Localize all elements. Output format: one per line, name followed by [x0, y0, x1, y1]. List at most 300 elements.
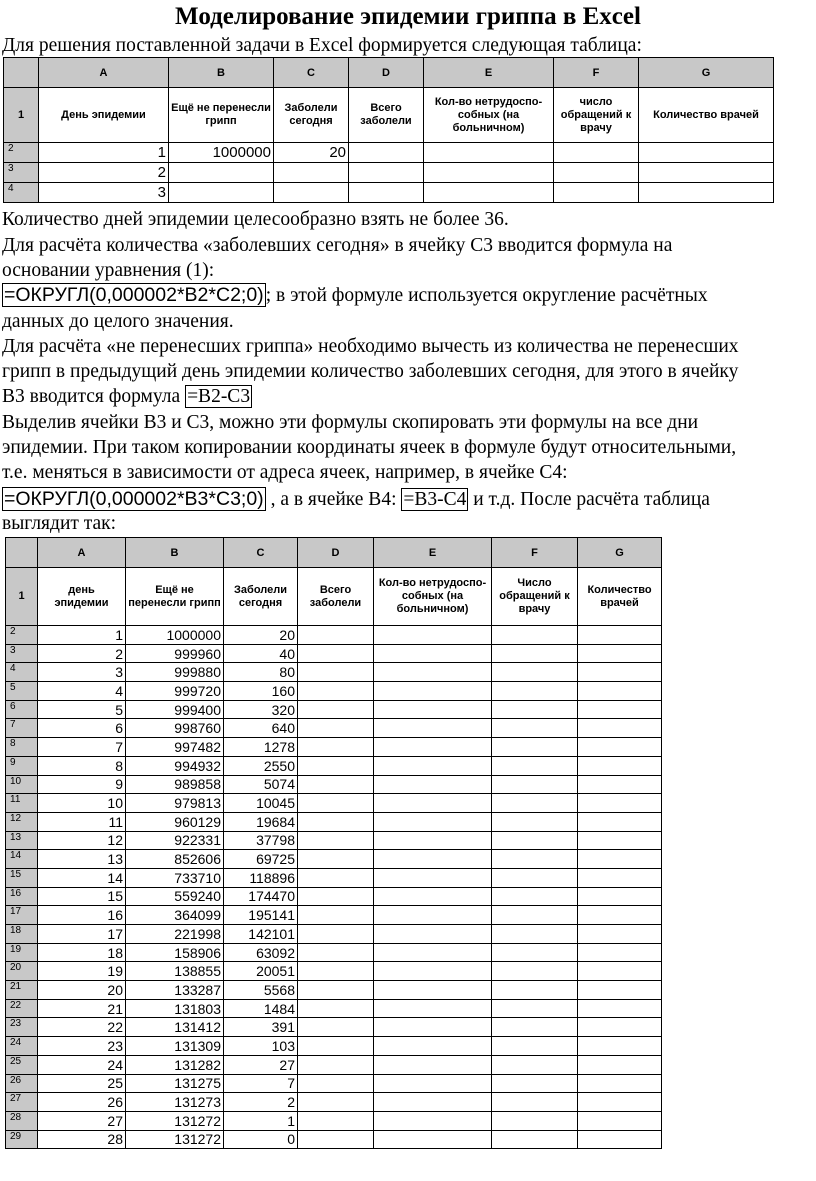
empty-cell[interactable]: [578, 981, 662, 1000]
cell-day[interactable]: 1: [39, 143, 169, 163]
column-header-b[interactable]: B: [169, 58, 274, 88]
cell-day[interactable]: 25: [38, 1074, 126, 1093]
row-number[interactable]: 15: [6, 868, 38, 887]
header-cell[interactable]: Количество врачей: [639, 88, 774, 143]
cell-not-ill[interactable]: 221998: [126, 925, 224, 944]
cell-day[interactable]: 12: [38, 831, 126, 850]
cell-not-ill[interactable]: 733710: [126, 868, 224, 887]
empty-cell[interactable]: [298, 943, 374, 962]
empty-cell[interactable]: [298, 1018, 374, 1037]
empty-cell[interactable]: [374, 850, 492, 869]
empty-cell[interactable]: [578, 831, 662, 850]
empty-cell[interactable]: [374, 738, 492, 757]
header-cell[interactable]: число обращений к врачу: [554, 88, 639, 143]
row-number[interactable]: 19: [6, 943, 38, 962]
table-row: [6, 644, 662, 663]
cell-ill-today[interactable]: [274, 183, 349, 203]
cell-not-ill[interactable]: 158906: [126, 943, 224, 962]
empty-cell[interactable]: [492, 943, 578, 962]
row-number[interactable]: 23: [6, 1018, 38, 1037]
cell-day[interactable]: 2: [39, 163, 169, 183]
cell-not-ill[interactable]: 131803: [126, 999, 224, 1018]
empty-cell[interactable]: [578, 943, 662, 962]
empty-cell[interactable]: [492, 775, 578, 794]
row-number[interactable]: 18: [6, 925, 38, 944]
empty-cell[interactable]: [374, 700, 492, 719]
empty-cell[interactable]: [578, 962, 662, 981]
empty-cell[interactable]: [639, 143, 774, 163]
row-number[interactable]: 4: [4, 183, 39, 203]
cell-not-ill[interactable]: 131273: [126, 1093, 224, 1112]
empty-cell[interactable]: [298, 1055, 374, 1074]
row-number[interactable]: 1: [4, 88, 39, 143]
cell-ill-today[interactable]: 37798: [224, 831, 298, 850]
header-cell[interactable]: Кол-во нетрудоспо-собных (на больничном): [374, 568, 492, 626]
cell-not-ill[interactable]: 979813: [126, 794, 224, 813]
empty-cell[interactable]: [492, 1093, 578, 1112]
empty-cell[interactable]: [374, 1018, 492, 1037]
cell-ill-today[interactable]: 2550: [224, 756, 298, 775]
row-number[interactable]: 7: [6, 719, 38, 738]
column-header-e[interactable]: E: [374, 538, 492, 568]
header-cell[interactable]: день эпидемии: [38, 568, 126, 626]
cell-ill-today[interactable]: 7: [224, 1074, 298, 1093]
empty-cell[interactable]: [578, 756, 662, 775]
header-cell[interactable]: Всего заболели: [349, 88, 424, 143]
empty-cell[interactable]: [578, 812, 662, 831]
empty-cell[interactable]: [374, 663, 492, 682]
table-row: [6, 663, 662, 682]
empty-cell[interactable]: [492, 1074, 578, 1093]
paragraph-line: эпидемии. При таком копировании координаты ячеек в формуле будут относительными,: [2, 437, 737, 458]
column-header-c[interactable]: C: [274, 58, 349, 88]
empty-cell[interactable]: [424, 183, 554, 203]
row-number[interactable]: 21: [6, 981, 38, 1000]
cell-not-ill[interactable]: 1000000: [126, 626, 224, 645]
row-number[interactable]: 6: [6, 700, 38, 719]
empty-cell[interactable]: [298, 812, 374, 831]
column-header-f[interactable]: F: [492, 538, 578, 568]
cell-not-ill[interactable]: 364099: [126, 906, 224, 925]
row-number[interactable]: 27: [6, 1093, 38, 1112]
cell-day[interactable]: 23: [38, 1037, 126, 1056]
cell-not-ill[interactable]: 989858: [126, 775, 224, 794]
row-number[interactable]: 3: [6, 644, 38, 663]
empty-cell[interactable]: [298, 1130, 374, 1149]
empty-cell[interactable]: [298, 663, 374, 682]
cell-day[interactable]: 18: [38, 943, 126, 962]
row-number[interactable]: 29: [6, 1130, 38, 1149]
cell-not-ill[interactable]: 131282: [126, 1055, 224, 1074]
row-number[interactable]: 11: [6, 794, 38, 813]
empty-cell[interactable]: [492, 962, 578, 981]
empty-cell[interactable]: [578, 1130, 662, 1149]
empty-cell[interactable]: [298, 887, 374, 906]
table-row: [6, 719, 662, 738]
empty-cell[interactable]: [492, 831, 578, 850]
row-number[interactable]: 16: [6, 887, 38, 906]
cell-not-ill[interactable]: 131272: [126, 1111, 224, 1130]
cell-ill-today[interactable]: 103: [224, 1037, 298, 1056]
cell-day[interactable]: 24: [38, 1055, 126, 1074]
empty-cell[interactable]: [298, 700, 374, 719]
cell-ill-today[interactable]: 63092: [224, 943, 298, 962]
column-header-g[interactable]: G: [639, 58, 774, 88]
empty-cell[interactable]: [374, 1074, 492, 1093]
column-header-a[interactable]: A: [38, 538, 126, 568]
empty-cell[interactable]: [374, 719, 492, 738]
empty-cell[interactable]: [492, 700, 578, 719]
cell-ill-today[interactable]: 2: [224, 1093, 298, 1112]
cell-ill-today[interactable]: 0: [224, 1130, 298, 1149]
cell-not-ill[interactable]: 1000000: [169, 143, 274, 163]
cell-ill-today[interactable]: 10045: [224, 794, 298, 813]
row-number[interactable]: 5: [6, 682, 38, 701]
row-number[interactable]: 22: [6, 999, 38, 1018]
cell-not-ill[interactable]: 922331: [126, 831, 224, 850]
empty-cell[interactable]: [578, 719, 662, 738]
empty-cell[interactable]: [492, 663, 578, 682]
column-header-g[interactable]: G: [578, 538, 662, 568]
column-header-b[interactable]: B: [126, 538, 224, 568]
row-number[interactable]: 3: [4, 163, 39, 183]
empty-cell[interactable]: [298, 738, 374, 757]
spreadsheet-template-table: [3, 57, 774, 203]
empty-cell[interactable]: [492, 794, 578, 813]
empty-cell[interactable]: [578, 738, 662, 757]
empty-cell[interactable]: [578, 663, 662, 682]
cell-ill-today[interactable]: 142101: [224, 925, 298, 944]
cell-ill-today[interactable]: 40: [224, 644, 298, 663]
row-number[interactable]: 26: [6, 1074, 38, 1093]
cell-day[interactable]: 1: [38, 626, 126, 645]
table-row: [6, 850, 662, 869]
cell-not-ill[interactable]: 999720: [126, 682, 224, 701]
cell-not-ill[interactable]: 131275: [126, 1074, 224, 1093]
column-header-d[interactable]: D: [349, 58, 424, 88]
cell-not-ill[interactable]: 999400: [126, 700, 224, 719]
row-number[interactable]: 10: [6, 775, 38, 794]
empty-cell[interactable]: [298, 644, 374, 663]
paragraph-line: грипп в предыдущий день эпидемии количество заболевших сегодня, для этого в ячейку: [2, 361, 739, 382]
cell-day[interactable]: 20: [38, 981, 126, 1000]
cell-day[interactable]: 4: [38, 682, 126, 701]
cell-ill-today[interactable]: 20051: [224, 962, 298, 981]
cell-not-ill[interactable]: [169, 163, 274, 183]
column-header-a[interactable]: A: [39, 58, 169, 88]
cell-day[interactable]: 9: [38, 775, 126, 794]
empty-cell[interactable]: [298, 756, 374, 775]
empty-cell[interactable]: [492, 719, 578, 738]
header-cell[interactable]: Кол-во нетрудоспо-собных (на больничном): [424, 88, 554, 143]
paragraph-line: [2, 283, 708, 309]
row-number[interactable]: 12: [6, 812, 38, 831]
cell-ill-today[interactable]: 320: [224, 700, 298, 719]
header-cell[interactable]: Ещё не перенесли грипп: [169, 88, 274, 143]
table-row: [6, 943, 662, 962]
row-number[interactable]: 4: [6, 663, 38, 682]
empty-cell[interactable]: [492, 1111, 578, 1130]
empty-cell[interactable]: [298, 831, 374, 850]
cell-ill-today[interactable]: 118896: [224, 868, 298, 887]
empty-cell[interactable]: [298, 925, 374, 944]
row-number[interactable]: 17: [6, 906, 38, 925]
cell-day[interactable]: 2: [38, 644, 126, 663]
cell-ill-today[interactable]: 5074: [224, 775, 298, 794]
empty-cell[interactable]: [298, 962, 374, 981]
empty-cell[interactable]: [578, 1055, 662, 1074]
empty-cell[interactable]: [374, 925, 492, 944]
empty-cell[interactable]: [492, 1055, 578, 1074]
cell-not-ill[interactable]: 994932: [126, 756, 224, 775]
cell-not-ill[interactable]: 960129: [126, 812, 224, 831]
cell-day[interactable]: 3: [39, 183, 169, 203]
header-cell[interactable]: День эпидемии: [39, 88, 169, 143]
cell-ill-today[interactable]: 1278: [224, 738, 298, 757]
empty-cell[interactable]: [374, 962, 492, 981]
empty-cell[interactable]: [374, 644, 492, 663]
paragraph-text: и т.д. После расчёта таблица: [468, 489, 710, 510]
empty-cell[interactable]: [578, 1037, 662, 1056]
empty-cell[interactable]: [374, 682, 492, 701]
table-row: [6, 1130, 662, 1149]
empty-cell[interactable]: [578, 906, 662, 925]
table-row: [4, 143, 774, 163]
empty-cell[interactable]: [492, 756, 578, 775]
row-number[interactable]: 28: [6, 1111, 38, 1130]
empty-cell[interactable]: [374, 1037, 492, 1056]
column-header-c[interactable]: C: [224, 538, 298, 568]
table-row: [4, 183, 774, 203]
cell-day[interactable]: 15: [38, 887, 126, 906]
empty-cell[interactable]: [374, 887, 492, 906]
cell-ill-today[interactable]: 80: [224, 663, 298, 682]
empty-cell[interactable]: [374, 1111, 492, 1130]
empty-cell[interactable]: [578, 794, 662, 813]
cell-ill-today[interactable]: 195141: [224, 906, 298, 925]
row-number[interactable]: 24: [6, 1037, 38, 1056]
empty-cell[interactable]: [298, 868, 374, 887]
empty-cell[interactable]: [298, 906, 374, 925]
empty-cell[interactable]: [578, 1018, 662, 1037]
row-number[interactable]: 8: [6, 738, 38, 757]
empty-cell[interactable]: [374, 999, 492, 1018]
empty-cell[interactable]: [374, 981, 492, 1000]
cell-ill-today[interactable]: 160: [224, 682, 298, 701]
empty-cell[interactable]: [374, 943, 492, 962]
cell-day[interactable]: 5: [38, 700, 126, 719]
cell-day[interactable]: 7: [38, 738, 126, 757]
cell-ill-today[interactable]: 20: [224, 626, 298, 645]
cell-ill-today[interactable]: 5568: [224, 981, 298, 1000]
empty-cell[interactable]: [374, 1055, 492, 1074]
row-number[interactable]: 25: [6, 1055, 38, 1074]
table-row: [6, 682, 662, 701]
empty-cell[interactable]: [374, 756, 492, 775]
cell-not-ill[interactable]: 131272: [126, 1130, 224, 1149]
cell-day[interactable]: 14: [38, 868, 126, 887]
empty-cell[interactable]: [492, 868, 578, 887]
page-title: Моделирование эпидемии гриппа в Excel: [175, 3, 641, 30]
cell-ill-today[interactable]: 1484: [224, 999, 298, 1018]
paragraph-line: [2, 487, 710, 513]
cell-day[interactable]: 3: [38, 663, 126, 682]
empty-cell[interactable]: [492, 738, 578, 757]
empty-cell[interactable]: [424, 163, 554, 183]
empty-cell[interactable]: [578, 999, 662, 1018]
empty-cell[interactable]: [374, 831, 492, 850]
empty-cell[interactable]: [374, 1130, 492, 1149]
cell-ill-today[interactable]: 19684: [224, 812, 298, 831]
empty-cell[interactable]: [578, 850, 662, 869]
cell-day[interactable]: 22: [38, 1018, 126, 1037]
empty-cell[interactable]: [424, 143, 554, 163]
empty-cell[interactable]: [492, 1018, 578, 1037]
empty-cell[interactable]: [492, 999, 578, 1018]
header-cell[interactable]: Заболели сегодня: [224, 568, 298, 626]
empty-cell[interactable]: [492, 682, 578, 701]
empty-cell[interactable]: [298, 794, 374, 813]
row-number[interactable]: 13: [6, 831, 38, 850]
empty-cell[interactable]: [492, 1130, 578, 1149]
empty-cell[interactable]: [578, 644, 662, 663]
empty-cell[interactable]: [554, 143, 639, 163]
cell-not-ill[interactable]: 998760: [126, 719, 224, 738]
empty-cell[interactable]: [298, 1037, 374, 1056]
empty-cell[interactable]: [578, 626, 662, 645]
cell-day[interactable]: 28: [38, 1130, 126, 1149]
empty-cell[interactable]: [374, 906, 492, 925]
empty-cell[interactable]: [578, 1111, 662, 1130]
column-header-e[interactable]: E: [424, 58, 554, 88]
cell-ill-today[interactable]: 27: [224, 1055, 298, 1074]
empty-cell[interactable]: [298, 682, 374, 701]
cell-not-ill[interactable]: 999960: [126, 644, 224, 663]
empty-cell[interactable]: [374, 775, 492, 794]
row-number[interactable]: 20: [6, 962, 38, 981]
cell-not-ill[interactable]: 852606: [126, 850, 224, 869]
row-number[interactable]: 9: [6, 756, 38, 775]
cell-ill-today[interactable]: 1: [224, 1111, 298, 1130]
cell-ill-today[interactable]: 69725: [224, 850, 298, 869]
empty-cell[interactable]: [492, 812, 578, 831]
cell-day[interactable]: 16: [38, 906, 126, 925]
cell-ill-today[interactable]: [274, 163, 349, 183]
empty-cell[interactable]: [492, 850, 578, 869]
empty-cell[interactable]: [298, 1111, 374, 1130]
cell-day[interactable]: 27: [38, 1111, 126, 1130]
empty-cell[interactable]: [298, 626, 374, 645]
column-header-d[interactable]: D: [298, 538, 374, 568]
cell-not-ill[interactable]: 131309: [126, 1037, 224, 1056]
empty-cell[interactable]: [492, 626, 578, 645]
empty-cell[interactable]: [578, 1093, 662, 1112]
empty-cell[interactable]: [639, 163, 774, 183]
empty-cell[interactable]: [298, 850, 374, 869]
cell-not-ill[interactable]: 138855: [126, 962, 224, 981]
cell-not-ill[interactable]: 131412: [126, 1018, 224, 1037]
header-cell[interactable]: Ещё не перенесли грипп: [126, 568, 224, 626]
cell-day[interactable]: 11: [38, 812, 126, 831]
cell-ill-today[interactable]: 640: [224, 719, 298, 738]
table-row: [6, 831, 662, 850]
cell-day[interactable]: 19: [38, 962, 126, 981]
cell-not-ill[interactable]: 999880: [126, 663, 224, 682]
empty-cell[interactable]: [298, 775, 374, 794]
empty-cell[interactable]: [298, 981, 374, 1000]
empty-cell[interactable]: [492, 887, 578, 906]
empty-cell[interactable]: [374, 626, 492, 645]
table-row: [6, 1111, 662, 1130]
empty-cell[interactable]: [578, 925, 662, 944]
cell-ill-today[interactable]: 20: [274, 143, 349, 163]
header-cell[interactable]: Число обращений к врачу: [492, 568, 578, 626]
formula-box: =ОКРУГЛ(0,000002*B3*C3;0): [4, 488, 264, 510]
table-row: [6, 700, 662, 719]
empty-cell[interactable]: [374, 1093, 492, 1112]
cell-day[interactable]: 13: [38, 850, 126, 869]
empty-cell[interactable]: [492, 1037, 578, 1056]
empty-cell[interactable]: [298, 1074, 374, 1093]
cell-day[interactable]: 26: [38, 1093, 126, 1112]
empty-cell[interactable]: [578, 887, 662, 906]
cell-day[interactable]: 21: [38, 999, 126, 1018]
cell-day[interactable]: 6: [38, 719, 126, 738]
header-cell[interactable]: Количество врачей: [578, 568, 662, 626]
empty-cell[interactable]: [578, 1074, 662, 1093]
empty-cell[interactable]: [578, 700, 662, 719]
cell-not-ill[interactable]: 559240: [126, 887, 224, 906]
cell-day[interactable]: 8: [38, 756, 126, 775]
empty-cell[interactable]: [578, 868, 662, 887]
empty-cell[interactable]: [578, 775, 662, 794]
empty-cell[interactable]: [374, 794, 492, 813]
column-header-f[interactable]: F: [554, 58, 639, 88]
header-cell[interactable]: Заболели сегодня: [274, 88, 349, 143]
empty-cell[interactable]: [374, 868, 492, 887]
cell-day[interactable]: 17: [38, 925, 126, 944]
empty-cell[interactable]: [298, 719, 374, 738]
cell-not-ill[interactable]: 997482: [126, 738, 224, 757]
empty-cell[interactable]: [492, 906, 578, 925]
empty-cell[interactable]: [374, 812, 492, 831]
cell-day[interactable]: 10: [38, 794, 126, 813]
row-number[interactable]: 14: [6, 850, 38, 869]
cell-not-ill[interactable]: [169, 183, 274, 203]
table-row: [6, 1037, 662, 1056]
empty-cell[interactable]: [298, 1093, 374, 1112]
empty-cell[interactable]: [349, 183, 424, 203]
empty-cell[interactable]: [492, 981, 578, 1000]
header-cell[interactable]: Всего заболели: [298, 568, 374, 626]
empty-cell[interactable]: [578, 682, 662, 701]
cell-not-ill[interactable]: 133287: [126, 981, 224, 1000]
empty-cell[interactable]: [554, 163, 639, 183]
row-number[interactable]: 2: [6, 626, 38, 645]
empty-cell[interactable]: [298, 999, 374, 1018]
cell-ill-today[interactable]: 391: [224, 1018, 298, 1037]
empty-cell[interactable]: [639, 183, 774, 203]
empty-cell[interactable]: [492, 644, 578, 663]
row-number[interactable]: 2: [4, 143, 39, 163]
cell-ill-today[interactable]: 174470: [224, 887, 298, 906]
empty-cell[interactable]: [349, 143, 424, 163]
empty-cell[interactable]: [492, 925, 578, 944]
empty-cell[interactable]: [349, 163, 424, 183]
empty-cell[interactable]: [554, 183, 639, 203]
paragraph-line: основании уравнения (1):: [2, 260, 215, 281]
row-number[interactable]: 1: [6, 568, 38, 626]
